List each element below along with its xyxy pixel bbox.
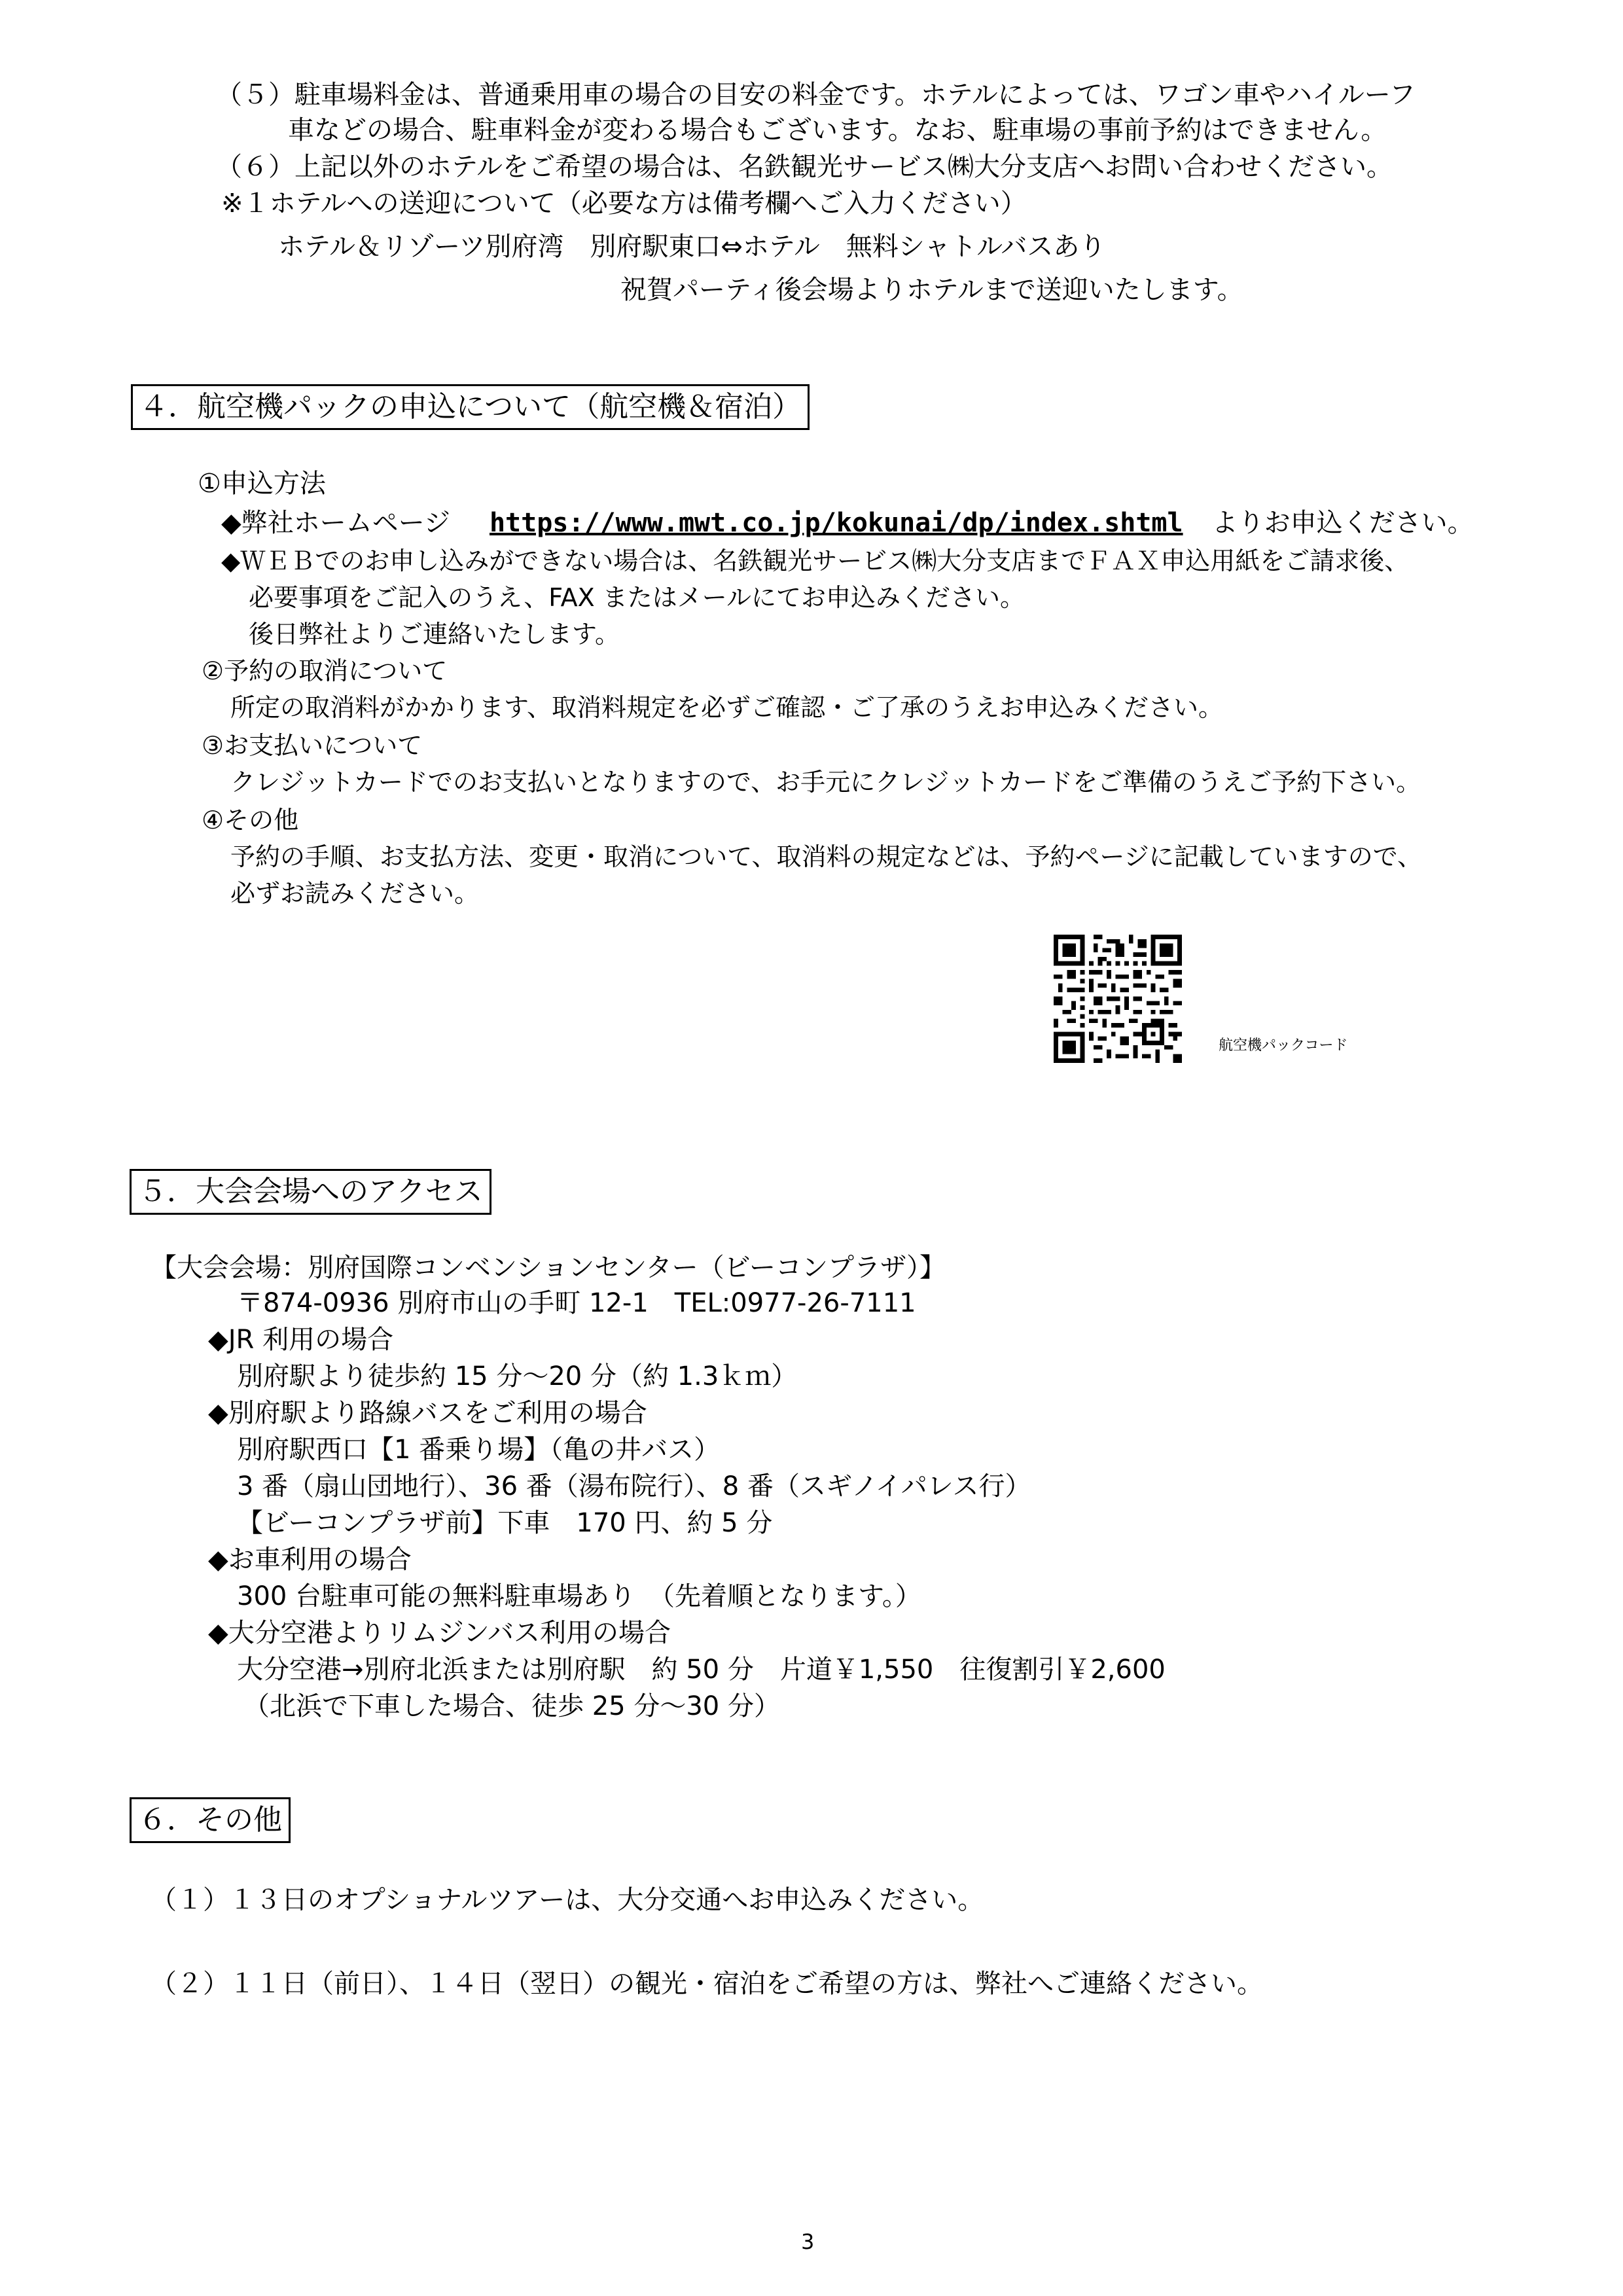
note-5-line2: 車などの場合、駐車料金が変わる場合もございます。なお、駐車場の事前予約はできません。: [288, 115, 1387, 145]
qr-caption: 航空機パックコード: [1219, 1037, 1348, 1054]
section4-title: ４．航空機パックの申込について（航空機＆宿泊）: [131, 384, 810, 430]
page-number: 3: [801, 2229, 815, 2254]
s5-limo-line1: 大分空港→別府北浜または別府駅 約 50 分 片道￥1,550 往復割引￥2,600: [237, 1655, 1166, 1685]
note-5-line1: （５）駐車場料金は、普通乗用車の場合の目安の料金です。ホテルによっては、ワゴン車やハイルーフ: [216, 80, 1416, 110]
transfer-line2: 祝賀パーティ後会場よりホテルまで送迎いたします。: [620, 275, 1243, 305]
s4-other-body2: 必ずお読みください。: [230, 879, 480, 908]
note-6: （６）上記以外のホテルをご希望の場合は、名鉄観光サービス㈱大分支店へお問い合わせください。: [216, 152, 1393, 182]
s4-payment-heading: ③お支払いについて: [202, 731, 423, 760]
s5-bus-line3: 【ビーコンプラザ前】下車 170 円、約 5 分: [237, 1508, 773, 1538]
s5-bus-heading: ◆別府駅より路線バスをご利用の場合: [208, 1398, 647, 1428]
qr-code-image[interactable]: [1054, 935, 1182, 1063]
s5-limo-line2: （北浜で下車した場合、徒歩 25 分～30 分）: [243, 1691, 780, 1721]
transfer-line1: ホテル＆リゾーツ別府湾 別府駅東口⇔ホテル 無料シャトルバスあり: [278, 232, 1106, 262]
s5-jr-heading: ◆JR 利用の場合: [208, 1325, 394, 1355]
s4-web-line: [221, 505, 1474, 541]
s4-other-body1: 予約の手順、お支払方法、変更・取消について、取消料の規定などは、予約ページに記載していますので、: [230, 842, 1422, 871]
s4-fax-line1: ◆ＷＥＢでのお申し込みができない場合は、名鉄観光サービス㈱大分支店までＦＡＸ申込用紙をご請求後、: [221, 547, 1410, 575]
s4-web-url-link[interactable]: https://www.mwt.co.jp/kokunai/dp/index.shtml: [489, 508, 1183, 538]
section5-title: ５．大会会場へのアクセス: [130, 1169, 491, 1215]
s4-apply-method-heading: ①申込方法: [198, 469, 326, 499]
s5-bus-line2: 3 番（扇山団地行）、36 番（湯布院行）、8 番（スギノイパレス行）: [237, 1471, 1031, 1501]
s5-car-heading: ◆お車利用の場合: [208, 1545, 412, 1575]
transfer-heading: ※１ホテルへの送迎について（必要な方は備考欄へご入力ください）: [221, 188, 1027, 219]
s4-web-suffix: よりお申込ください。: [1211, 508, 1474, 538]
s4-fax-line3: 後日弊社よりご連絡いたします。: [249, 620, 620, 649]
s5-venue: 【大会会場：別府国際コンベンションセンター（ビーコンプラザ）】: [151, 1253, 946, 1283]
s4-payment-body: クレジットカードでのお支払いとなりますので、お手元にクレジットカードをご準備のうえご予約下さい。: [230, 768, 1421, 797]
section6-title: ６．その他: [130, 1797, 291, 1843]
s4-cancel-heading: ②予約の取消について: [202, 656, 448, 685]
s4-fax-line2: 必要事項をご記入のうえ、FAX またはメールにてお申込みください。: [249, 583, 1025, 612]
s4-cancel-body: 所定の取消料がかかります、取消料規定を必ずご確認・ご了承のうえお申込みください。: [230, 693, 1223, 722]
s5-limo-heading: ◆大分空港よりリムジンバス利用の場合: [208, 1618, 671, 1648]
s4-other-heading: ④その他: [202, 806, 299, 834]
s6-item2: （２）１１日（前日）、１４日（翌日）の観光・宿泊をご希望の方は、弊社へご連絡ください。: [151, 1969, 1263, 1999]
s6-item1: （１）１３日のオプショナルツアーは、大分交通へお申込みください。: [151, 1885, 984, 1915]
s5-address: 〒874-0936 別府市山の手町 12-1 TEL:0977-26-7111: [237, 1288, 916, 1318]
s4-web-prefix: ◆弊社ホームページ: [221, 508, 450, 538]
s5-jr-body: 別府駅より徒歩約 15 分～20 分（約 1.3ｋｍ）: [237, 1361, 798, 1391]
s5-car-body: 300 台駐車可能の無料駐車場あり （先着順となります。）: [237, 1581, 921, 1611]
s5-bus-line1: 別府駅西口【1 番乗り場】（亀の井バス）: [237, 1435, 721, 1465]
